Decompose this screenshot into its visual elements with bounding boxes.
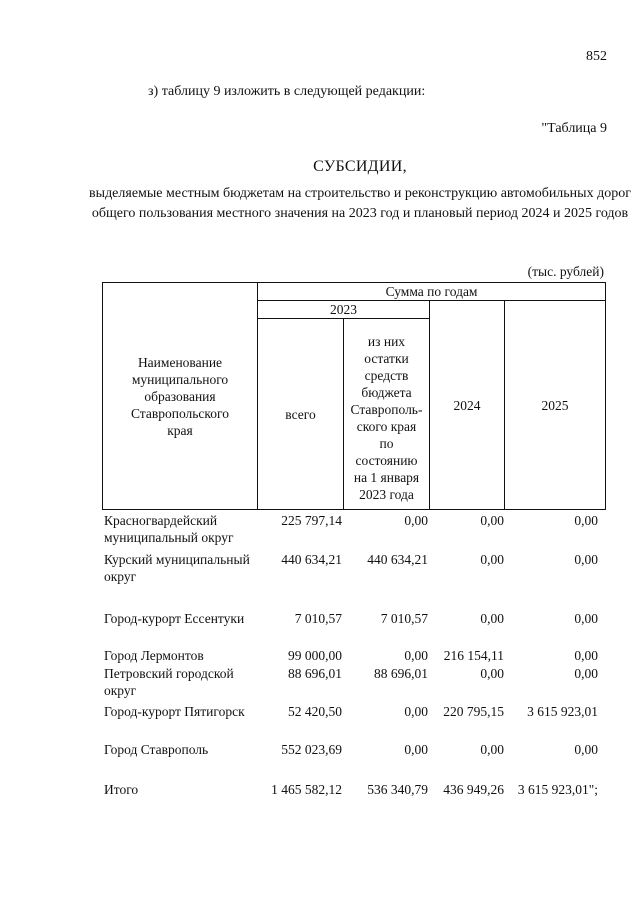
row-name: Город Лермонтов [104,648,204,663]
total-row-name: Итого [104,782,139,797]
row-name: Город-курорт Ессентуки [104,611,245,626]
row-total: 552 023,69 [281,742,342,757]
row-remainder: 0,00 [404,648,428,663]
row-remainder: 0,00 [404,742,428,757]
table-label: "Таблица 9 [541,121,607,136]
table-row [0,610,640,646]
row-2024: 0,00 [480,513,504,528]
row-2024: 0,00 [480,611,504,626]
row-name: Город-курорт Пятигорск [104,704,245,719]
row-total: 7 010,57 [294,611,342,626]
row-remainder: 0,00 [404,704,428,719]
row-total: 99 000,00 [288,648,342,663]
row-2025: 0,00 [574,648,598,663]
row-2024: 216 154,11 [443,648,504,663]
row-name: Петровский городской округ [104,666,234,698]
table-row [0,741,640,777]
header-year-2025: 2025 [505,301,606,510]
row-2025: 0,00 [574,742,598,757]
page-number: 852 [586,49,607,64]
row-name: Курский муниципальный округ [104,552,250,584]
total-row-remainder: 536 340,79 [367,782,428,797]
row-2024: 0,00 [480,552,504,567]
row-2024: 0,00 [480,742,504,757]
row-total: 52 420,50 [288,704,342,719]
table-row [0,665,640,701]
table-header [102,282,606,510]
row-remainder: 88 696,01 [374,666,428,681]
total-row-2025: 3 615 923,01"; [517,782,598,797]
table-row [0,512,640,548]
header-year-2024: 2024 [430,301,505,510]
row-2025: 0,00 [574,666,598,681]
table-row [0,703,640,739]
total-row-2024: 436 949,26 [443,782,504,797]
row-remainder: 7 010,57 [380,611,428,626]
row-name: Город Ставрополь [104,742,209,757]
table-row [0,551,640,587]
row-2025: 0,00 [574,611,598,626]
total-row-total: 1 465 582,12 [271,782,342,797]
document-title: СУБСИДИИ, [313,158,407,175]
row-name: Красногвардейский муниципальный округ [104,513,234,545]
row-2024: 220 795,15 [443,704,504,719]
row-total: 440 634,21 [281,552,342,567]
intro-text: з) таблицу 9 изложить в следующей редакции: [148,84,426,99]
header-remainder: из них остатки средств бюджета Ставрополь-ского края по состоянию на 1 января 2023 года [344,319,430,510]
row-remainder: 0,00 [404,513,428,528]
total-row [0,781,640,817]
document-subtitle: выделяемые местным бюджетам на строительство и реконструкцию автомобильных дорог общего пользования местного значения на 2023 год и плановый период 2024 и 2025 годов [89,186,631,221]
row-2024: 0,00 [480,666,504,681]
header-total: всего [258,319,344,510]
units-label: (тыс. рублей) [527,264,604,279]
row-total: 225 797,14 [281,513,342,528]
row-total: 88 696,01 [288,666,342,681]
row-remainder: 440 634,21 [367,552,428,567]
header-name: Наименование муниципального образования Ставропольского края [103,283,258,510]
header-year-2023: 2023 [258,301,430,319]
row-2025: 0,00 [574,552,598,567]
row-2025: 3 615 923,01 [527,704,598,719]
header-sum-by-years: Сумма по годам [258,283,606,301]
row-2025: 0,00 [574,513,598,528]
